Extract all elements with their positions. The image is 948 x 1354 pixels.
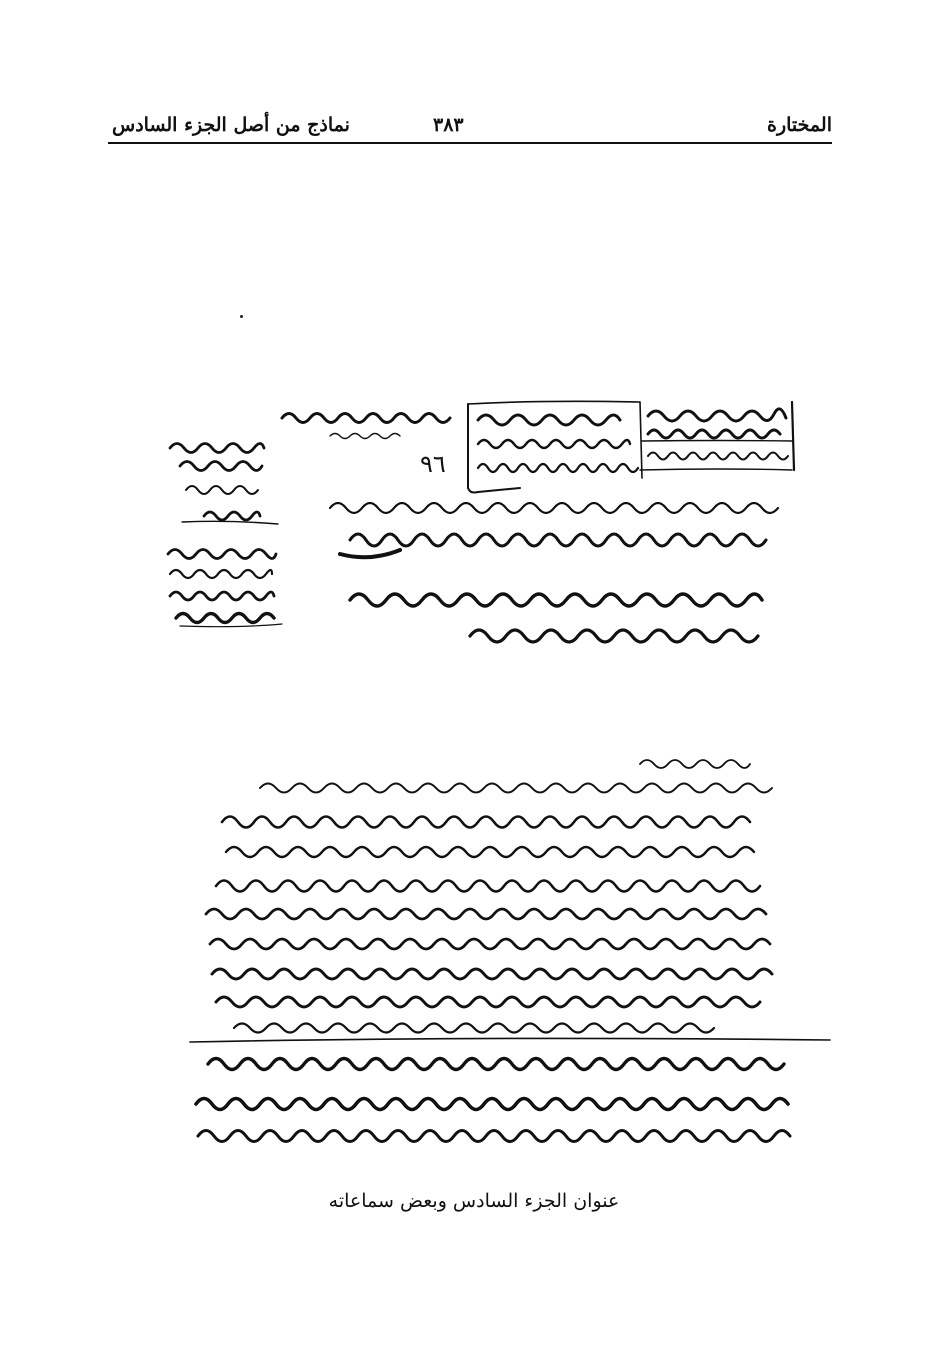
section-title: نماذج من أصل الجزء السادس <box>112 114 350 136</box>
page-number: ٣٨٣ <box>433 114 464 136</box>
margin-note <box>168 444 282 627</box>
lower-handwriting <box>190 760 830 1142</box>
book-title: المختارة <box>767 114 832 136</box>
upper-fragment-label: ٩٦ <box>420 450 446 478</box>
upper-handwriting <box>330 503 778 642</box>
figure-caption: عنوان الجزء السادس وبعض سماعاته <box>328 1190 620 1212</box>
